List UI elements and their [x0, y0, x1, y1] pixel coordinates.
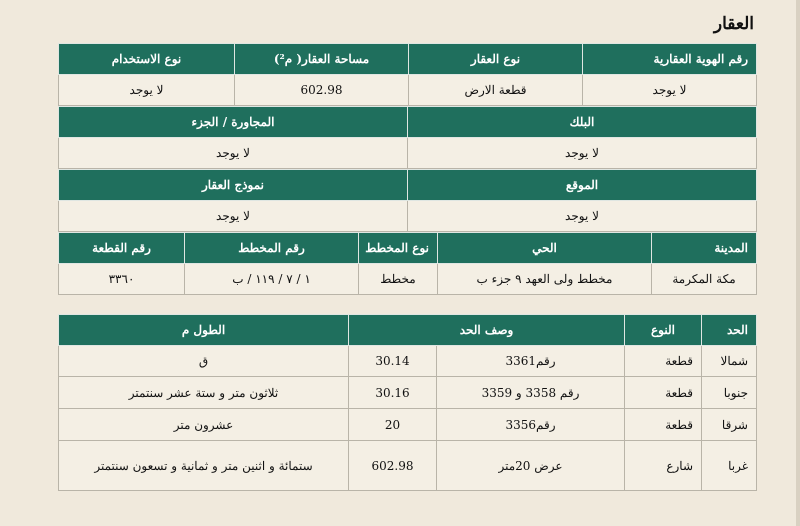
header-adjacent: المجاورة / الجزء [59, 107, 408, 138]
border-length-text: ق [59, 346, 349, 377]
page-edge [796, 0, 800, 526]
border-length: 30.14 [349, 346, 437, 377]
border-desc: عرض 20متر [437, 441, 625, 491]
table-row [59, 377, 757, 409]
table-row [59, 346, 757, 377]
value-property-area: 602.98 [235, 75, 409, 106]
header-property-area: مساحة العقار( م²) [235, 44, 409, 75]
header-block: البلك [408, 107, 757, 138]
border-length: 20 [349, 409, 437, 441]
border-side: غربا [702, 441, 757, 491]
header-border-length: الطول م [59, 315, 349, 346]
border-length-text: عشرون متر [59, 409, 349, 441]
border-length: 602.98 [349, 441, 437, 491]
header-usage-type: نوع الاستخدام [59, 44, 235, 75]
value-plot-number: ٣٣٦٠ [59, 264, 185, 295]
table-row [59, 409, 757, 441]
border-length: 30.16 [349, 377, 437, 409]
border-side: شمالا [702, 346, 757, 377]
value-property-model: لا يوجد [59, 201, 408, 232]
section-title: العقار [713, 14, 754, 34]
border-desc: رقم3356 [437, 409, 625, 441]
border-desc: رقم 3358 و 3359 [437, 377, 625, 409]
border-type: قطعة [625, 377, 702, 409]
border-side: شرقا [702, 409, 757, 441]
block-table [58, 106, 757, 169]
border-desc: رقم3361 [437, 346, 625, 377]
header-property-type: نوع العقار [409, 44, 583, 75]
header-plot-number: رقم القطعة [59, 233, 185, 264]
border-type: قطعة [625, 346, 702, 377]
header-city: المدينة [652, 233, 757, 264]
header-border-side: الحد [702, 315, 757, 346]
header-border-type: النوع [625, 315, 702, 346]
border-side: جنوبا [702, 377, 757, 409]
value-property-type: قطعة الارض [409, 75, 583, 106]
property-table [58, 43, 757, 106]
value-district: مخطط ولى العهد ٩ جزء ب [438, 264, 652, 295]
header-property-model: نموذج العقار [59, 170, 408, 201]
value-usage-type: لا يوجد [59, 75, 235, 106]
header-border-desc: وصف الحد [349, 315, 625, 346]
header-property-id: رقم الهوية العقارية [583, 44, 757, 75]
border-length-text: ستمائة و اثنين متر و ثمانية و تسعون سنتمتر [59, 441, 349, 491]
border-type: قطعة [625, 409, 702, 441]
value-location: لا يوجد [408, 201, 757, 232]
value-city: مكة المكرمة [652, 264, 757, 295]
plan-table [58, 232, 757, 295]
borders-table [58, 314, 757, 491]
value-property-id: لا يوجد [583, 75, 757, 106]
header-plan-number: رقم المخطط [185, 233, 359, 264]
location-table [58, 169, 757, 232]
value-block: لا يوجد [408, 138, 757, 169]
header-plan-type: نوع المخطط [359, 233, 438, 264]
border-type: شارع [625, 441, 702, 491]
border-length-text: ثلاثون متر و ستة عشر سنتمتر [59, 377, 349, 409]
value-plan-type: مخطط [359, 264, 438, 295]
header-district: الحي [438, 233, 652, 264]
table-row [59, 441, 757, 491]
header-location: الموقع [408, 170, 757, 201]
value-adjacent: لا يوجد [59, 138, 408, 169]
value-plan-number: ١ / ٧ / ١١٩ / ب [185, 264, 359, 295]
